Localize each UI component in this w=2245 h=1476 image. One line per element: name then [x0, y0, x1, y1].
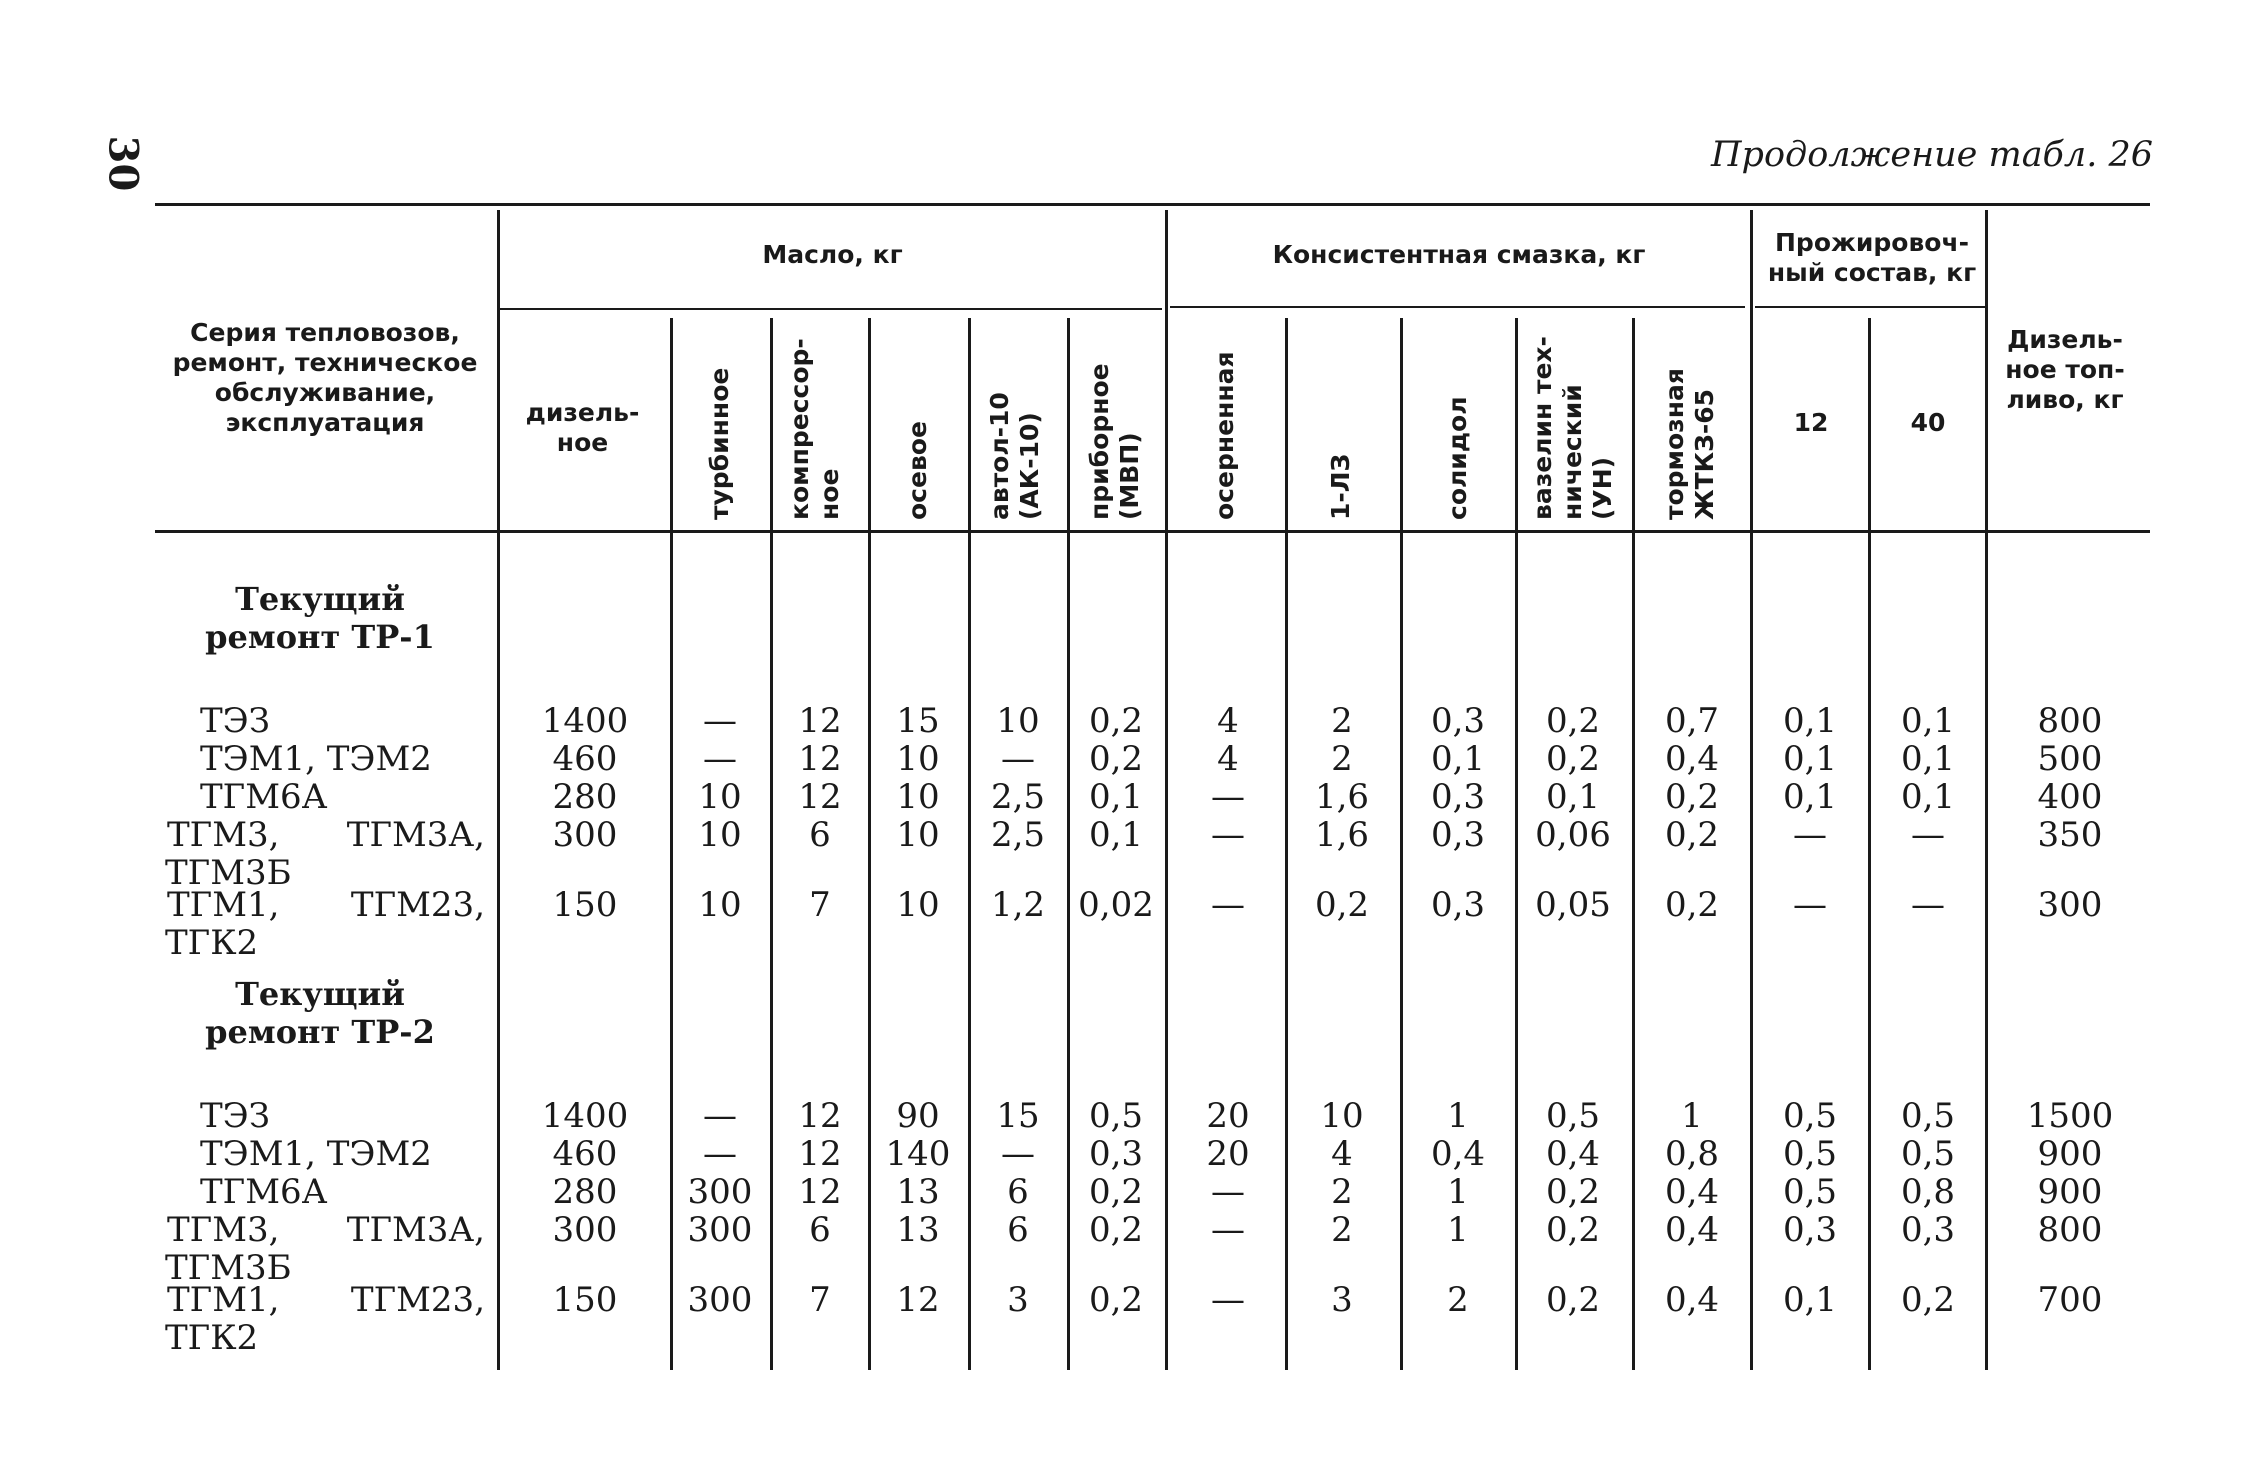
table-cell: 0,1 [1088, 777, 1144, 817]
table-cell: 0,3 [1088, 1134, 1144, 1174]
col-sulfurized-header: осерненная [1210, 351, 1239, 520]
table-cell: 0,06 [1535, 815, 1611, 855]
table-cell: 7 [809, 885, 831, 925]
table-cell: 0,4 [1664, 1280, 1720, 1320]
top-rule [155, 203, 2150, 206]
table-cell: 0,2 [1545, 1280, 1601, 1320]
table-cell: 900 [2037, 1134, 2103, 1174]
table-cell: 0,4 [1545, 1134, 1601, 1174]
table-cell: 10 [896, 885, 940, 925]
col-divider [1165, 210, 1168, 1370]
table-cell: 150 [552, 885, 618, 925]
series-header: Серия тепловозов, ремонт, техническое обслуживание, эксплуатация [172, 318, 478, 437]
table-cell: 6 [1007, 1210, 1029, 1250]
table-cell: 0,5 [1900, 1134, 1956, 1174]
table-cell: 0,1 [1900, 701, 1956, 741]
table-cell: 0,1 [1900, 777, 1956, 817]
table-cell: 10 [896, 777, 940, 817]
col-divider [497, 210, 500, 1370]
table-cell: — [1793, 885, 1827, 925]
table-cell: 0,3 [1430, 885, 1486, 925]
table-cell: 2,5 [990, 777, 1046, 817]
section-title: Текущий ремонт ТР-2 [205, 975, 435, 1051]
table-cell: 90 [896, 1096, 940, 1136]
table-cell: 460 [552, 1134, 618, 1174]
table-cell: — [1211, 885, 1245, 925]
table-cell: — [1211, 815, 1245, 855]
col-divider [1632, 318, 1635, 1370]
table-cell: 15 [996, 1096, 1040, 1136]
table-cell: 140 [885, 1134, 951, 1174]
header-bottom-rule [155, 530, 2150, 533]
table-cell: 500 [2037, 739, 2103, 779]
row-name: ТЭЗ [200, 1096, 270, 1136]
row-name: ТГМ1, ТГМ23, ТГК2 [165, 1280, 485, 1358]
table-cell: 300 [687, 1210, 753, 1250]
table-cell: — [703, 739, 737, 779]
table-cell: 0,3 [1430, 701, 1486, 741]
table-cell: 10 [698, 777, 742, 817]
table-cell: 0,3 [1900, 1210, 1956, 1250]
col-brake-header: тормозная ЖТКЗ-65 [1660, 368, 1719, 520]
row-name: ТГМ6А [200, 777, 328, 817]
col-vaseline-header: вазелин тех-нический (УН) [1528, 336, 1617, 520]
row-name: ТЭЗ [200, 701, 270, 741]
table-cell: 0,8 [1900, 1172, 1956, 1212]
row-name: ТЭМ1, ТЭМ2 [200, 739, 432, 779]
table-cell: — [1001, 739, 1035, 779]
table-cell: — [703, 701, 737, 741]
table-cell: 0,5 [1782, 1134, 1838, 1174]
row-name: ТГМ6А [200, 1172, 328, 1212]
col-l3-header: 1-ЛЗ [1326, 453, 1355, 520]
table-cell: 0,2 [1545, 1210, 1601, 1250]
col-divider [1985, 210, 1988, 1370]
table-cell: 20 [1206, 1134, 1250, 1174]
table-cell: 280 [552, 777, 618, 817]
table-cell: 0,4 [1430, 1134, 1486, 1174]
table-cell: 0,1 [1900, 739, 1956, 779]
table-cell: 20 [1206, 1096, 1250, 1136]
table-cell: 0,5 [1782, 1096, 1838, 1136]
table-cell: — [1911, 815, 1945, 855]
table-cell: 12 [798, 1134, 842, 1174]
table-cell: — [1211, 777, 1245, 817]
impregnating-group-header: Прожировоч-ный состав, кг [1767, 228, 1977, 287]
table-cell: 0,1 [1088, 815, 1144, 855]
table-cell: 0,1 [1545, 777, 1601, 817]
table-cell: 0,2 [1664, 885, 1720, 925]
row-name: ТГМ1, ТГМ23, ТГК2 [165, 885, 485, 963]
table-cell: 1400 [541, 701, 629, 741]
table-caption: Продолжение табл. 26 [1711, 135, 2153, 175]
table-cell: 0,1 [1782, 777, 1838, 817]
col-12-header: 12 [1793, 408, 1829, 437]
table-cell: 0,1 [1782, 739, 1838, 779]
table-cell: 700 [2037, 1280, 2103, 1320]
col-solidol-header: солидол [1443, 396, 1472, 520]
table-cell: 12 [798, 739, 842, 779]
table-cell: 2 [1331, 739, 1353, 779]
table-cell: 900 [2037, 1172, 2103, 1212]
table-cell: 12 [798, 1172, 842, 1212]
fuel-header: Дизель-ное топ-ливо, кг [2005, 325, 2125, 414]
table-cell: — [1211, 1210, 1245, 1250]
table-cell: 0,2 [1545, 701, 1601, 741]
col-divider [1868, 318, 1871, 1370]
table-cell: 0,5 [1900, 1096, 1956, 1136]
table-cell: — [703, 1096, 737, 1136]
table-cell: — [1211, 1280, 1245, 1320]
table-cell: 2,5 [990, 815, 1046, 855]
row-name: ТЭМ1, ТЭМ2 [200, 1134, 432, 1174]
table-cell: 800 [2037, 701, 2103, 741]
table-cell: 2 [1331, 701, 1353, 741]
table-cell: 0,3 [1430, 777, 1486, 817]
table-cell: 280 [552, 1172, 618, 1212]
table-cell: 4 [1217, 701, 1239, 741]
table-cell: — [1911, 885, 1945, 925]
table-cell: 0,02 [1078, 885, 1154, 925]
table-cell: 2 [1447, 1280, 1469, 1320]
table-cell: 0,4 [1664, 1172, 1720, 1212]
col-diesel-header: дизель-ное [525, 398, 640, 457]
col-40-header: 40 [1910, 408, 1946, 437]
col-autol-header: автол-10 (АК-10) [985, 392, 1044, 520]
table-cell: 3 [1007, 1280, 1029, 1320]
table-cell: 300 [687, 1172, 753, 1212]
table-cell: 0,3 [1430, 815, 1486, 855]
table-cell: 0,2 [1545, 1172, 1601, 1212]
table-cell: 0,2 [1900, 1280, 1956, 1320]
row-name: ТГМ3, ТГМ3А, ТГМ3Б [165, 1210, 485, 1288]
table-cell: 3 [1331, 1280, 1353, 1320]
table-cell: 10 [698, 815, 742, 855]
table-cell: 0,3 [1782, 1210, 1838, 1250]
table-cell: 460 [552, 739, 618, 779]
table-cell: 0,1 [1782, 1280, 1838, 1320]
table-cell: 300 [552, 1210, 618, 1250]
table-cell: 4 [1331, 1134, 1353, 1174]
table-cell: 0,05 [1535, 885, 1611, 925]
table-cell: 0,2 [1088, 701, 1144, 741]
table-cell: 12 [798, 777, 842, 817]
table-cell: 1,6 [1314, 777, 1370, 817]
table-cell: 0,1 [1430, 739, 1486, 779]
table-cell: 400 [2037, 777, 2103, 817]
table-cell: 300 [2037, 885, 2103, 925]
table-cell: 1 [1681, 1096, 1703, 1136]
table-cell: 7 [809, 1280, 831, 1320]
table-cell: — [1793, 815, 1827, 855]
table-cell: 6 [1007, 1172, 1029, 1212]
col-compressor-header: компрессор-ное [785, 338, 844, 520]
table-cell: 1400 [541, 1096, 629, 1136]
col-axle-header: осевое [903, 421, 932, 520]
table-cell: 10 [896, 815, 940, 855]
table-cell: 15 [896, 701, 940, 741]
oil-group-rule [500, 308, 1162, 310]
table-cell: 0,2 [1088, 1280, 1144, 1320]
col-turbine-header: турбинное [705, 367, 734, 520]
table-cell: 0,5 [1088, 1096, 1144, 1136]
table-cell: 0,4 [1664, 1210, 1720, 1250]
table-cell: 12 [798, 701, 842, 741]
table-cell: 12 [896, 1280, 940, 1320]
grease-group-header: Консистентная смазка, кг [1272, 240, 1646, 269]
impregnating-group-rule [1755, 306, 1985, 308]
table-cell: 1500 [2026, 1096, 2114, 1136]
section-title: Текущий ремонт ТР-1 [205, 580, 435, 656]
table-cell: 10 [1320, 1096, 1364, 1136]
table-cell: 0,5 [1782, 1172, 1838, 1212]
oil-group-header: Масло, кг [762, 240, 903, 269]
table-cell: 350 [2037, 815, 2103, 855]
table-cell: 6 [809, 1210, 831, 1250]
table-cell: 10 [996, 701, 1040, 741]
table-cell: 1,2 [990, 885, 1046, 925]
table-cell: 13 [896, 1210, 940, 1250]
table-cell: 0,4 [1664, 739, 1720, 779]
table-cell: 1 [1447, 1210, 1469, 1250]
table-cell: 0,8 [1664, 1134, 1720, 1174]
table-cell: 0,1 [1782, 701, 1838, 741]
table-cell: 6 [809, 815, 831, 855]
table-cell: 0,2 [1314, 885, 1370, 925]
table-cell: 12 [798, 1096, 842, 1136]
table-cell: 1 [1447, 1172, 1469, 1212]
table-cell: 0,2 [1664, 815, 1720, 855]
table-cell: — [1211, 1172, 1245, 1212]
table-cell: 10 [896, 739, 940, 779]
table-cell: 0,2 [1088, 739, 1144, 779]
table-cell: 0,2 [1664, 777, 1720, 817]
table-cell: 150 [552, 1280, 618, 1320]
table-cell: 4 [1217, 739, 1239, 779]
col-instrument-header: приборное (МВП) [1085, 363, 1144, 520]
table-cell: 0,5 [1545, 1096, 1601, 1136]
grease-group-rule [1170, 306, 1745, 308]
table-cell: 0,2 [1545, 739, 1601, 779]
table-cell: 1,6 [1314, 815, 1370, 855]
table-cell: 0,2 [1088, 1210, 1144, 1250]
table-cell: 2 [1331, 1172, 1353, 1212]
table-cell: 2 [1331, 1210, 1353, 1250]
table-cell: 300 [687, 1280, 753, 1320]
table-cell: 1 [1447, 1096, 1469, 1136]
page-number: 30 [99, 135, 147, 192]
table-cell: 300 [552, 815, 618, 855]
table-cell: 0,2 [1088, 1172, 1144, 1212]
table-cell: 13 [896, 1172, 940, 1212]
table-cell: — [703, 1134, 737, 1174]
table-cell: 0,7 [1664, 701, 1720, 741]
table-cell: 10 [698, 885, 742, 925]
row-name: ТГМ3, ТГМ3А, ТГМ3Б [165, 815, 485, 893]
col-divider [1750, 210, 1753, 1370]
table-cell: — [1001, 1134, 1035, 1174]
table-cell: 800 [2037, 1210, 2103, 1250]
